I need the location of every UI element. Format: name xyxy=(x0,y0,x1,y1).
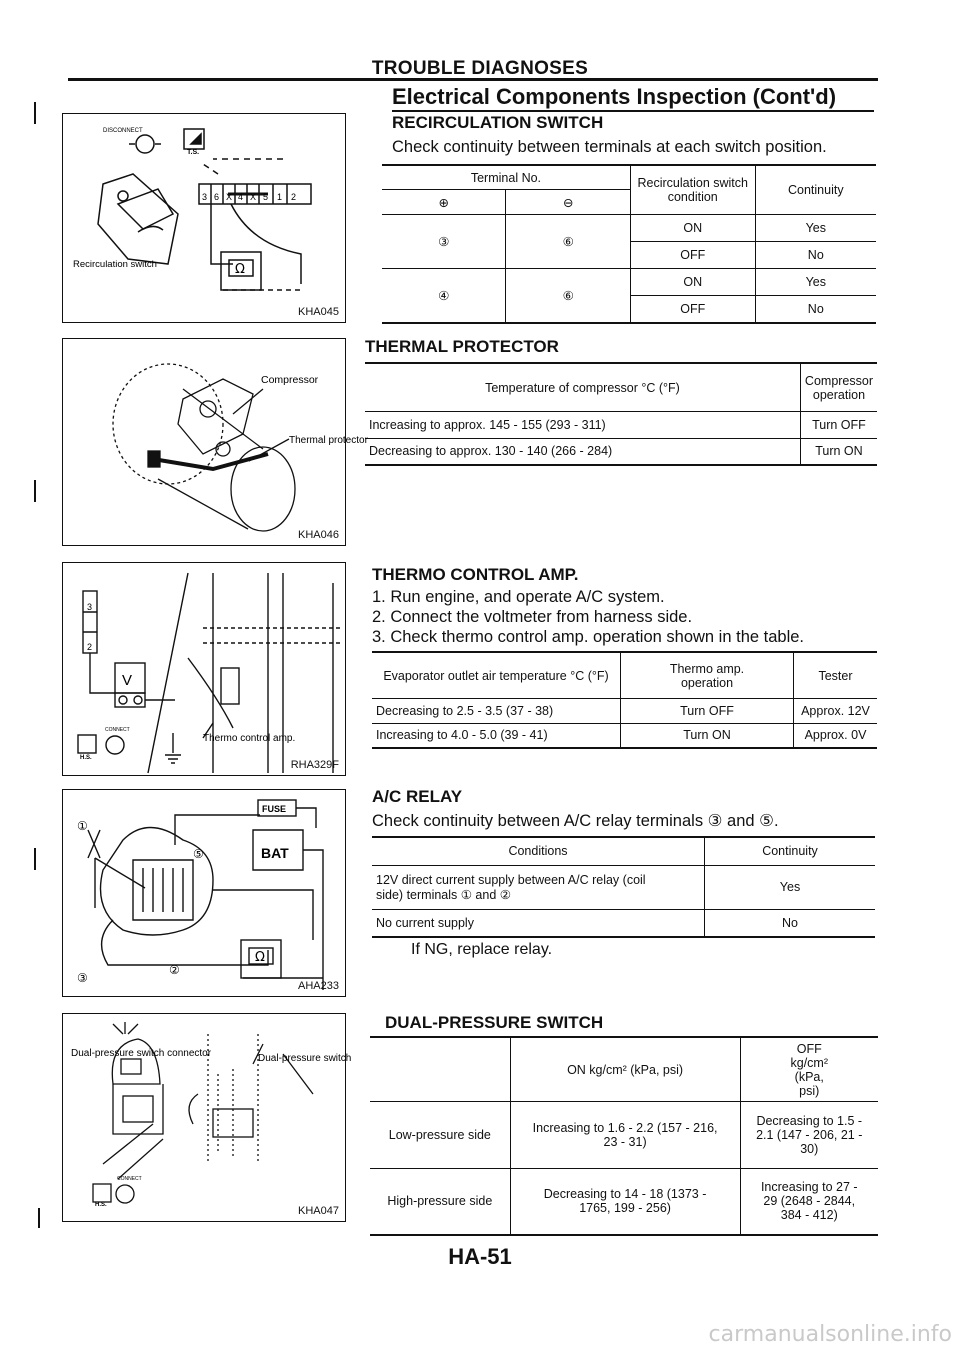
evaporator-temp-value: Decreasing to 2.5 - 3.5 (37 - 38) xyxy=(372,699,621,724)
figure-thermo-control-amp xyxy=(62,562,346,776)
pin-label: 3 xyxy=(87,602,93,612)
terminal-no-header: Terminal No. xyxy=(382,165,630,190)
thermal-table xyxy=(365,362,877,466)
amp-operation-value: Turn OFF xyxy=(621,699,794,724)
pin-label: 6 xyxy=(214,192,220,202)
dual-pressure-drawing xyxy=(63,1014,352,1221)
terminal-2-label: ② xyxy=(169,963,180,977)
figure-code: RHA329F xyxy=(290,759,339,771)
terminal-minus: ⑥ xyxy=(506,269,630,323)
ac-relay-drawing xyxy=(63,790,345,996)
pin-label: 2 xyxy=(87,642,93,652)
temperature-header: Temperature of compressor °C (°F) xyxy=(365,363,800,412)
evaporator-temp-value: Increasing to 4.0 - 5.0 (39 - 41) xyxy=(372,723,621,748)
continuity-value: No xyxy=(705,909,876,937)
amp-operation-value: Turn ON xyxy=(621,723,794,748)
recirculation-switch-drawing xyxy=(63,114,345,322)
tester-value: Approx. 0V xyxy=(794,723,878,748)
step-item: 3. Check thermo control amp. operation shown in the table. xyxy=(372,628,804,646)
step-item: 1. Run engine, and operate A/C system. xyxy=(372,588,665,606)
voltmeter-label: V xyxy=(122,672,133,689)
pin-label: 2 xyxy=(291,192,297,202)
ohmmeter-label: Ω xyxy=(235,262,245,277)
figure-code: KHA045 xyxy=(298,306,339,318)
on-pressure-header: ON kg/cm² (kPa, psi) xyxy=(510,1037,740,1102)
page-code: HA-51 xyxy=(448,1244,512,1269)
page-title: TROUBLE DIAGNOSES xyxy=(371,58,589,79)
switch-condition: ON xyxy=(630,269,755,296)
figure-dual-pressure-switch xyxy=(62,1013,352,1222)
recirculation-switch-label: Recirculation switch xyxy=(73,259,157,270)
conditions-header: Conditions xyxy=(372,837,705,865)
figure-code: AHA233 xyxy=(298,980,339,992)
continuity-value: Yes xyxy=(755,215,876,242)
table-row xyxy=(365,438,877,465)
thermo-amp-title: THERMO CONTROL AMP. xyxy=(372,565,579,584)
dual-pressure-switch-label: Dual-pressure switch xyxy=(258,1053,352,1064)
condition-value: 12V direct current supply between A/C relay (coil side) terminals ① and ② xyxy=(372,865,705,909)
table-row xyxy=(382,215,876,242)
pin-label: X xyxy=(226,192,233,202)
ac-relay-table xyxy=(372,836,875,938)
switch-connector-label: Dual-pressure switch connector xyxy=(71,1048,212,1059)
step-item: 2. Connect the voltmeter from harness side. xyxy=(372,608,693,626)
continuity-header: Continuity xyxy=(755,165,876,215)
switch-condition: OFF xyxy=(630,296,755,323)
main-section-rule xyxy=(392,110,874,112)
pin-label: 4 xyxy=(238,192,244,202)
minus-header: ⊖ xyxy=(506,190,630,215)
table-row xyxy=(382,269,876,296)
on-pressure-value: Increasing to 1.6 - 2.2 (157 - 216, 23 - 31) xyxy=(510,1102,740,1169)
hs-label: H.S. xyxy=(80,755,92,761)
switch-condition: OFF xyxy=(630,242,755,269)
figure-recirculation-switch xyxy=(62,113,346,323)
recirculation-table xyxy=(382,164,876,324)
continuity-value: No xyxy=(755,296,876,323)
table-row xyxy=(365,412,877,439)
compressor-label: Compressor xyxy=(261,374,319,386)
tester-header: Tester xyxy=(794,652,878,699)
battery-label: BAT xyxy=(261,845,289,861)
continuity-header: Continuity xyxy=(705,837,876,865)
continuity-value: Yes xyxy=(705,865,876,909)
terminal-plus: ④ xyxy=(382,269,506,323)
compressor-drawing xyxy=(63,339,368,545)
thermal-protector-label: Thermal protector xyxy=(289,435,368,446)
terminal-1-label: ① xyxy=(77,819,88,833)
binding-tick xyxy=(34,480,36,502)
off-pressure-header: OFF kg/cm² (kPa, psi) xyxy=(740,1037,878,1102)
switch-condition: ON xyxy=(630,215,755,242)
pin-label: 1 xyxy=(277,192,283,202)
operation-value: Turn ON xyxy=(800,438,877,465)
connect-label: CONNECT xyxy=(117,1176,142,1182)
continuity-value: No xyxy=(755,242,876,269)
condition-value: No current supply xyxy=(372,909,705,937)
figure-thermal-protector xyxy=(62,338,368,546)
table-row xyxy=(370,1102,878,1169)
off-pressure-value: Decreasing to 1.5 - 2.1 (147 - 206, 21 - 30) xyxy=(740,1102,878,1169)
condition-header: Recirculation switch condition xyxy=(630,165,755,215)
hs-label: H.S. xyxy=(95,1202,107,1208)
connect-label: CONNECT xyxy=(105,727,130,733)
compressor-operation-header: Compressor operation xyxy=(800,363,877,412)
header-rule xyxy=(68,78,878,81)
ohmmeter-label: Ω xyxy=(255,950,265,965)
figure-code: KHA047 xyxy=(298,1205,339,1217)
terminal-5-label: ⑤ xyxy=(193,847,204,861)
recirculation-intro: Check continuity between terminals at each switch position. xyxy=(392,138,827,156)
terminal-3-label: ③ xyxy=(77,971,88,985)
side-header-blank xyxy=(370,1037,510,1102)
terminal-minus: ⑥ xyxy=(506,215,630,269)
off-pressure-value: Increasing to 27 - 29 (2648 - 2844, 384 - 412) xyxy=(740,1168,878,1235)
ac-relay-title: A/C RELAY xyxy=(372,787,463,806)
amp-operation-header: Thermo amp. operation xyxy=(621,652,794,699)
figure-ac-relay xyxy=(62,789,346,997)
operation-value: Turn OFF xyxy=(800,412,877,439)
evaporator-temp-header: Evaporator outlet air temperature °C (°F) xyxy=(372,652,621,699)
table-row xyxy=(372,699,877,724)
watermark: carmanualsonline.info xyxy=(708,1322,952,1347)
temperature-value: Decreasing to approx. 130 - 140 (266 - 284) xyxy=(365,438,800,465)
dual-pressure-title: DUAL-PRESSURE SWITCH xyxy=(385,1013,604,1032)
binding-tick xyxy=(34,848,36,870)
thermo-control-amp-label: Thermo control amp. xyxy=(203,733,296,744)
table-row xyxy=(370,1168,878,1235)
figure-code: KHA046 xyxy=(298,529,339,541)
table-row xyxy=(372,723,877,748)
side-label: Low-pressure side xyxy=(370,1102,510,1169)
thermo-amp-steps xyxy=(372,587,804,647)
temperature-value: Increasing to approx. 145 - 155 (293 - 311) xyxy=(365,412,800,439)
ac-relay-intro: Check continuity between A/C relay terminals ③ and ⑤. xyxy=(372,812,779,830)
table-row xyxy=(372,865,875,909)
pin-label: 5 xyxy=(263,192,269,202)
fuse-label: FUSE xyxy=(262,804,287,814)
main-section-title: Electrical Components Inspection (Cont'd) xyxy=(392,84,837,109)
continuity-value: Yes xyxy=(755,269,876,296)
terminal-plus: ③ xyxy=(382,215,506,269)
side-label: High-pressure side xyxy=(370,1168,510,1235)
binding-tick xyxy=(38,1208,40,1228)
binding-tick xyxy=(34,102,36,124)
dual-pressure-table xyxy=(370,1036,878,1236)
thermal-title: THERMAL PROTECTOR xyxy=(365,337,559,356)
thermo-amp-drawing xyxy=(63,563,345,775)
pin-label: X xyxy=(250,192,257,202)
disconnect-label: DISCONNECT xyxy=(103,128,143,134)
tester-value: Approx. 12V xyxy=(794,699,878,724)
plus-header: ⊕ xyxy=(382,190,506,215)
pin-label: 3 xyxy=(202,192,208,202)
recirculation-title: RECIRCULATION SWITCH xyxy=(392,113,604,132)
ts-label: T.S. xyxy=(187,149,200,156)
thermo-amp-table xyxy=(372,651,877,749)
table-row xyxy=(372,909,875,937)
on-pressure-value: Decreasing to 14 - 18 (1373 - 1765, 199 - 256) xyxy=(510,1168,740,1235)
ac-relay-note: If NG, replace relay. xyxy=(411,941,553,958)
